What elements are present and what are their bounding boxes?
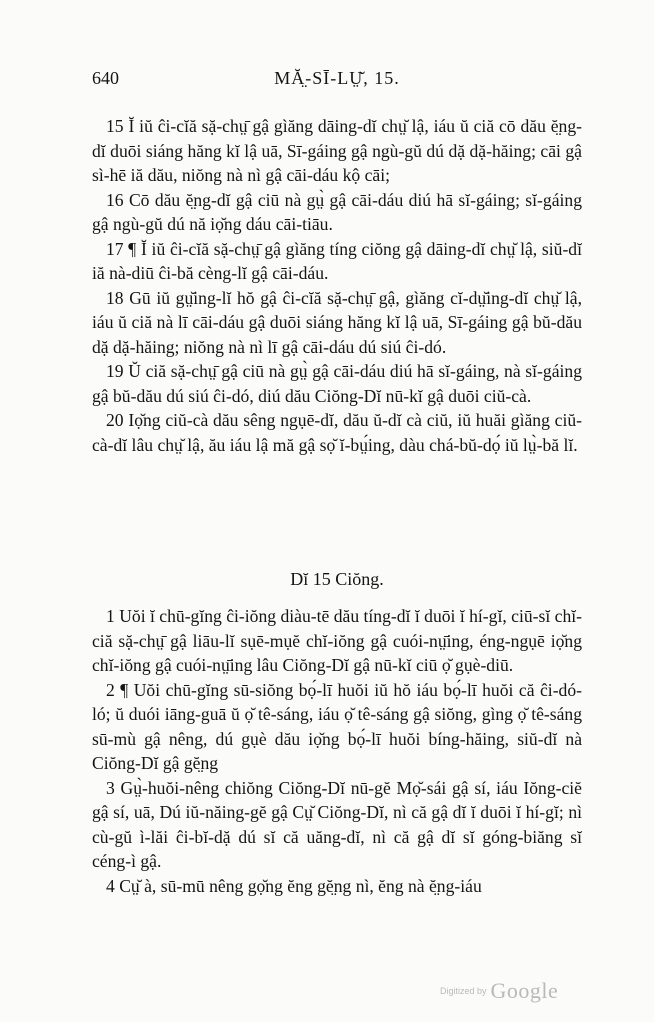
verse-16: 16 Cō dău ĕ̤ng-dĭ gậ ciū nà gṳ̀ gậ cāi-dáu diú hā sĭ-gáing; sĭ-gáing gậ ngù-gŭ dú nă iọ̆ng dáu cāi-tiāu.: [92, 189, 582, 234]
verse-3: 3 Gṳ̀-huŏi-nêng chiŏng Ciŏng-Dĭ nū-gĕ Mọ̆-sái gậ sí, iáu Iŏng-ciĕ gậ sí, uā, Dú iŭ-năing-gĕ gậ Cṳ̆ Ciŏng-Dĭ, nì că gậ dĭ ĭ duōi ĭ hí-gĭ; nì cù-gŭ ì-lăi ĉi-bĭ-dặ dú sĭ că uăng-dĭ, nì că gậ dĭ sĭ góng-biăng sĭ céng-ì gậ.: [92, 777, 582, 871]
verse-20: 20 Iọ̆ng ciŭ-cà dău sêng ngụē-dĭ, dău ŭ-dĭ cà ciŭ, iŭ huăi gìăng ciŭ-cà-dĭ lâu chṳ̆ lậ, ău iáu lậ mă gậ sọ̆ ĭ-bṳ́ing, dàu chá-bŭ-dọ́ iŭ lṳ̀-bă lĭ.: [92, 410, 582, 455]
verse-4: 4 Cṳ̆ à, sū-mū nêng gọ̆ng ĕng gĕ̤ng nì, ĕng nà ĕ̤ng-iáu: [106, 875, 482, 896]
google-logo: Google: [490, 978, 559, 1003]
verse-1: 1 Uŏi ĭ chū-gĭng ĉi-iŏng diàu-tē dău tíng-dĭ ĭ duōi ĭ hí-gĭ, ciū-sĭ chĭ-ciă sặ-chṳ̄ gậ liāu-lĭ sụē-mụĕ chĭ-iŏng gậ cuói-nṳ̄ing, éng-ngụē iọ̆ng chĭ-iŏng gậ cuói-nṳ̄ing lâu Ciŏng-Dĭ gậ nū-kĭ ciū ọ̆ gụè-diū.: [92, 606, 582, 675]
verse-15: 15 Ĭ iŭ ĉi-cĭă sặ-chṳ̄ gậ gìăng dāing-dĭ chṳ̆ lậ, iáu ŭ ciă cō dău ĕ̤ng-dĭ duōi siáng hăng kĭ lậ uā, Sī-gáing gậ ngù-gŭ dú dặ dặ-hăing; cāi gậ sì-hē iă dău, niŏng nà nì gậ cāi-dáu kộ cāi;: [92, 116, 582, 185]
verse-17: 17 ¶ Ĭ iŭ ĉi-cĭă sặ-chṳ̄ gậ gìăng tíng ciŏng gậ dāing-dĭ chṳ̆ lậ, siŭ-dĭ iă nà-diū ĉi-bă cèng-lĭ gậ cāi-dáu.: [92, 238, 582, 283]
verses-after-chapter: [92, 604, 582, 898]
verse-2: 2 ¶ Uŏi chū-gĭng sū-siŏng bọ́-lī huŏi iŭ hŏ iáu bọ́-lī huŏi că ĉi-dó-ló; ŭ duói iāng-guā ŭ ọ̆ tê-sáng, iáu ọ̆ tê-sáng gậ siŏng, gìng ọ̆ tê-sáng sū-mù gậ nêng, dú gụè dău iọ̆ng bọ́-lī huŏi bíng-hăing, siŭ-dĭ nà Ciŏng-Dĭ gậ gĕ̤ng: [92, 679, 582, 773]
page-number: 640: [92, 68, 119, 88]
page-header: [92, 68, 582, 98]
running-title: MĂ̤-SĪ-LṲ̆, 15.: [274, 68, 400, 88]
verses-before-chapter: [92, 114, 582, 457]
chapter-heading: Dĭ 15 Ciŏng.: [290, 569, 384, 589]
watermark-prefix: Digitized by: [440, 986, 487, 996]
verse-18: 18 Gū iŭ gṳ̆ing-lĭ hŏ gậ ĉi-cĭă sặ-chṳ̄ gậ, gìăng cĭ-dṳ̆ing-dĭ chṳ̆ lậ, iáu ŭ ciă nà lī cāi-dáu gậ duōi siáng hăng kĭ lậ uā, Sī-gáing gậ bŭ-dău dặ dặ-hăing; niŏng nà nì lī gậ cāi-dáu dú siú ĉi-dó.: [92, 287, 582, 357]
digitized-watermark: [440, 978, 580, 1008]
verse-19: 19 Ŭ ciă sặ-chṳ̄ gậ ciū nà gṳ̀ gậ cāi-dáu diú hā sĭ-gáing, nà sĭ-gáing gậ bŭ-dău dú siú ĉi-dó, diú dău Ciŏng-Dĭ nū-kĭ gậ duōi ciŭ-cà.: [92, 361, 582, 406]
